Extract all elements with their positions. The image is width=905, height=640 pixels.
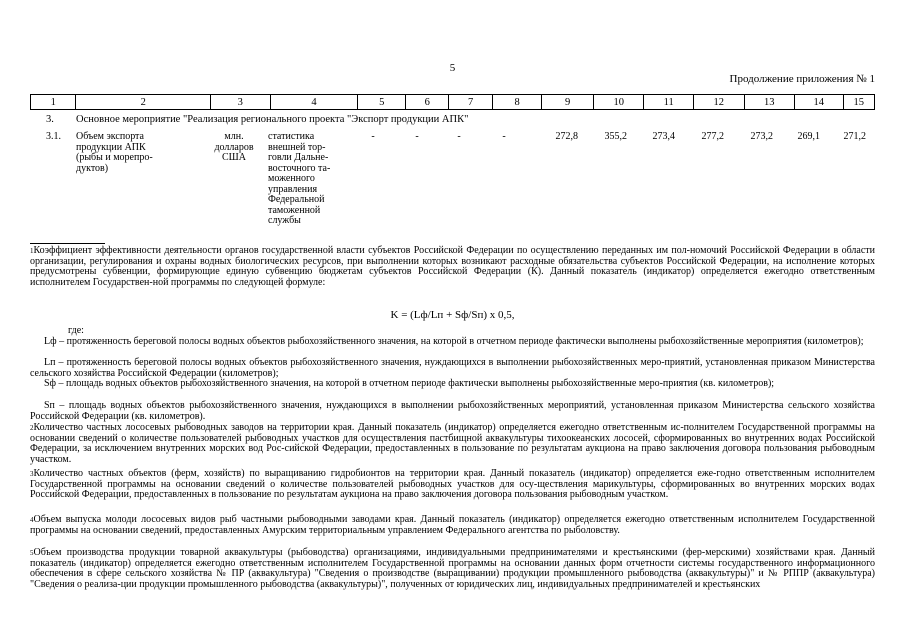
definition-lf: Lф – протяженность береговой полосы водных объектов рыбохозяйственного значения, на которой в отчетном периоде фактически выполнены рыбохозяйственные мероприятия (километров);	[44, 336, 864, 347]
footnote-text: Коэффициент эффективности деятельности органов государственной власти субъектов Российской Федерации по осуществлению переданных им пол-номочий Российской Федерации в области организации, регулирования и охраны водных биологических ресурсов, при выполнении которых возникают расходные обязательства субъектов Российской Федерации, на исполнение которых предусмотрены субвенции, формирующие единую субвенцию бюджетам субъектов Российской Федерации (К). Данный показатель (индикатор) определяется ежегодно ответственным исполнителем Государствен-ной программы по следующей формуле:	[30, 245, 875, 288]
where-label: где:	[68, 325, 84, 336]
col-header: 13	[744, 95, 795, 110]
col-header: 10	[593, 95, 644, 110]
footnote-separator	[30, 243, 105, 244]
col-header: 7	[449, 95, 492, 110]
col-header: 15	[843, 95, 874, 110]
col-header: 8	[492, 95, 542, 110]
col-header: 11	[644, 95, 694, 110]
value-cell: -	[415, 131, 419, 142]
section-title: Основное мероприятие "Реализация регионального проекта "Экспорт продукции АПК"	[76, 114, 469, 125]
value-cell: 273,4	[652, 131, 675, 142]
col-header: 2	[76, 95, 210, 110]
col-header: 14	[795, 95, 844, 110]
value-cell: 272,8	[555, 131, 578, 142]
value-cell: 355,2	[604, 131, 627, 142]
footnote-text: Количество частных лососевых рыбоводных заводов на территории края. Данный показатель (индикатор) определяется ежегодно ответственным ис-полнителем Государственной программы на основании сведений о количестве пользователей рыбоводных участков для осуществления пастбищной аквакультуры тихоокеанских лососей, сформированных во внутренних водах Российской Федерации, за исключением внутренних морских вод Рос-сийской Федерации, предоставленных в пользование по результатам аукциона на право заключения договора пользования рыбоводным участком.	[30, 422, 875, 465]
col-header: 6	[405, 95, 448, 110]
section-number: 3.	[46, 114, 54, 125]
col-header: 3	[210, 95, 270, 110]
value-cell: -	[457, 131, 461, 142]
definition-sp: Sп – площадь водных объектов рыбохозяйственного значения, нуждающихся в выполнении рыбохозяйственных мероприятий, установленная приказом Министерства сельского хозяйства Российской Федерации (кв. километров).	[30, 400, 875, 422]
footnote-text: Объем производства продукции товарной аквакультуры (рыбоводства) организациями, индивидуальными предпринимателями и крестьянскими (фер-мерскими) хозяйствами края. Данный показатель (индикатор) определяется ежегодно ответственным исполнителем Государственной программы на основании данных форм отчетности системы государственного информационного обеспечения в сфере сельского хозяйства № ПР (аквакультура) "Сведения о производстве (выращивании) продукции промышленного рыбоводства (аквакультуры)" и № РППР (аквакультура) "Сведения о реализа-ции продукции промышленного рыбоводства (аквакультуры)", полученных от юридических лиц, индивидуальных предпринимателей и крестьянских	[30, 547, 875, 590]
value-cell: 271,2	[843, 131, 866, 142]
value-cell: 273,2	[750, 131, 773, 142]
definition-lp: Lп – протяженность береговой полосы водных объектов рыбохозяйственного значения, нуждающихся в выполнении рыбохозяйственных меро-приятий, установленная приказом Министерства сельского хозяйства Российской Федерации (километров);	[30, 357, 875, 379]
col-header: 1	[31, 95, 76, 110]
footnote-3: $^3$Количество частных объектов (ферм, хозяйств) по выращиванию гидробионтов на территории края. Данный показатель (индикатор) определяется еже-годно ответственным исполнителем Государственной программы на основании сведений о количестве пользователей рыбоводных участков для осу-ществления марикультуры, сформированных во внутренних морских водах Российской Федерации, предоставленных в пользование по результатам аукциона на право заключения договора пользования рыбоводным участком.	[30, 468, 875, 500]
footnote-2: $^2$Количество частных лососевых рыбоводных заводов на территории края. Данный показатель (индикатор) определяется ежегодно ответственным ис-полнителем Государственной программы на основании сведений о количестве пользователей рыбоводных участков для осуществления пастбищной аквакультуры тихоокеанских лососей, сформированных во внутренних водах Российской Федерации, за исключением внутренних морских вод Рос-сийской Федерации, предоставленных в пользование по результатам аукциона на право заключения договора пользования рыбоводным участком.	[30, 422, 875, 465]
value-cell: -	[502, 131, 506, 142]
value-cell: -	[371, 131, 375, 142]
indicator-name: Объем экспорта продукции АПК (рыбы и морепро-дуктов)	[76, 131, 153, 174]
unit-cell: млн. долларов США	[214, 131, 254, 163]
footnote-text: Объем выпуска молоди лососевых видов рыб частными рыбоводными заводами края. Данный показатель (индикатор) определяется ежегодно ответственным исполнителем Государственной программы на основании сведений, предоставленных Амурским территориальным управлением Федерального агентства по рыболовству.	[30, 514, 875, 536]
col-header: 9	[542, 95, 594, 110]
formula: K = (Lф/Lп + Sф/Sп) x 0,5,	[390, 309, 515, 321]
col-header: 4	[270, 95, 358, 110]
footnote-1: $^1$Коэффициент эффективности деятельности органов государственной власти субъектов Российской Федерации по осуществлению переданных им пол-номочий Российской Федерации в области организации, регулирования и охраны водных биологических ресурсов, при выполнении которых возникают расходные обязательства субъектов Российской Федерации, на исполнение которых предусмотрены субвенции, формирующие единую субвенцию бюджетам субъектов Российской Федерации (К). Данный показатель (индикатор) определяется ежегодно ответственным исполнителем Государствен-ной программы по следующей формуле:	[30, 245, 875, 288]
definition-sf: Sф – площадь водных объектов рыбохозяйственного значения, на которой в отчетном периоде фактически выполнены рыбохозяйственные меро-приятия (кв. километров);	[44, 378, 775, 389]
continuation-label: Продолжение приложения № 1	[729, 73, 875, 85]
source-cell: статистика внешней тор-говли Дальне-восточного та-моженного управления Федеральной таможенной службы	[268, 131, 331, 226]
footnote-text: Количество частных объектов (ферм, хозяйств) по выращиванию гидробионтов на территории края. Данный показатель (индикатор) определяется еже-годно ответственным исполнителем Государственной программы на основании сведений о количестве пользователей рыбоводных участков для осу-ществления марикультуры, сформированных во внутренних морских водах Российской Федерации, предоставленных в пользование по результатам аукциона на право заключения договора пользования рыбоводным участком.	[30, 468, 875, 500]
footnote-4: $^4$Объем выпуска молоди лососевых видов рыб частными рыбоводными заводами края. Данный показатель (индикатор) определяется ежегодно ответственным исполнителем Государственной программы на основании сведений, предоставленных Амурским территориальным управлением Федерального агентства по рыболовству.	[30, 514, 875, 536]
col-header: 12	[693, 95, 744, 110]
column-header-table	[30, 94, 875, 110]
footnote-5: $^5$Объем производства продукции товарной аквакультуры (рыбоводства) организациями, индивидуальными предпринимателями и крестьянскими (фер-мерскими) хозяйствами края. Данный показатель (индикатор) определяется ежегодно ответственным исполнителем Государственной программы на основании данных форм отчетности системы государственного информационного обеспечения в сфере сельского хозяйства № ПР (аквакультура) "Сведения о производстве (выращивании) продукции промышленного рыбоводства (аквакультуры)" и № РППР (аквакультура) "Сведения о реализа-ции продукции промышленного рыбоводства (аквакультуры)", полученных от юридических лиц, индивидуальных предпринимателей и крестьянских	[30, 547, 875, 590]
col-header: 5	[358, 95, 406, 110]
page-number: 5	[449, 62, 456, 74]
row-number: 3.1.	[46, 131, 61, 142]
value-cell: 269,1	[797, 131, 820, 142]
value-cell: 277,2	[701, 131, 724, 142]
